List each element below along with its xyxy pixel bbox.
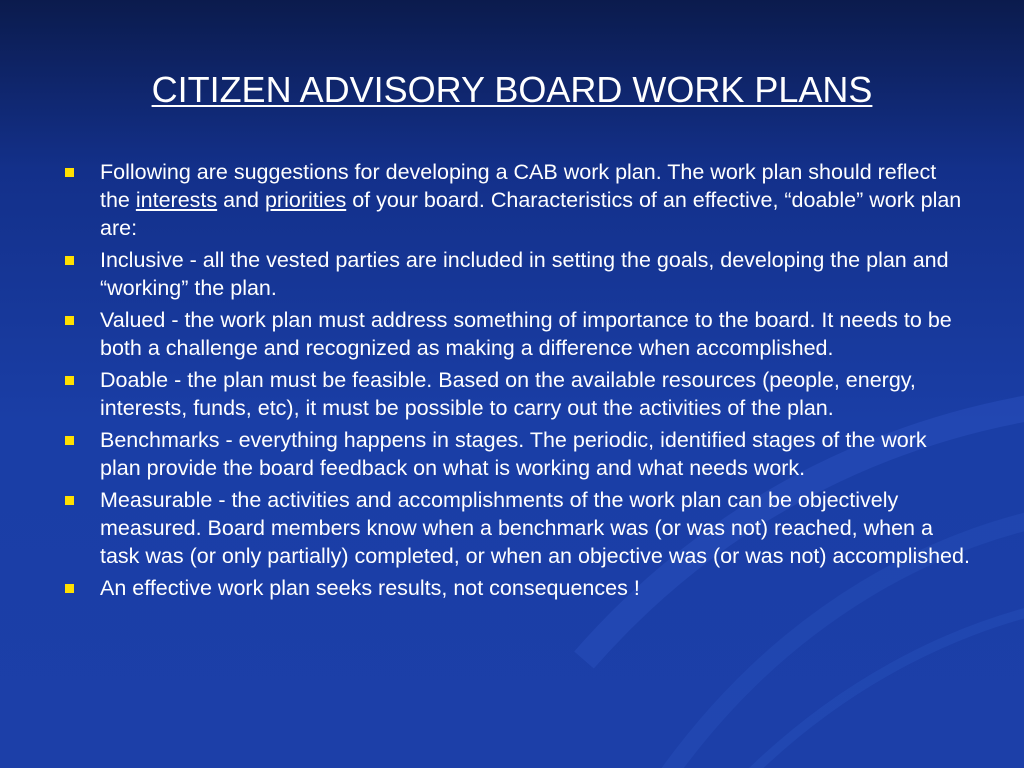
bullet-text-interests: interests — [135, 188, 218, 212]
bullet-text: An effective work plan seeks results, not consequences ! — [100, 576, 640, 600]
bullet-item — [60, 158, 972, 242]
square-bullet-icon — [65, 496, 74, 505]
bullet-item — [60, 306, 972, 362]
square-bullet-icon — [65, 168, 74, 177]
square-bullet-icon — [65, 436, 74, 445]
bullet-text: Measurable - the activities and accomplishments of the work plan can be objectively measured. Board members know when a benchmark was (or was not) reached, when a task was (or only partially) completed, or when an objective was (or was not) accomplished. — [100, 488, 970, 568]
bullet-text: Doable - the plan must be feasible. Based on the available resources (people, energy, interests, funds, etc), it must be possible to carry out the activities of the plan. — [100, 368, 916, 420]
square-bullet-icon — [65, 376, 74, 385]
bullet-text: Benchmarks - everything happens in stages. The periodic, identified stages of the work plan provide the board feedback on what is working and what needs work. — [100, 428, 927, 480]
bullet-item — [60, 366, 972, 422]
bullet-text: Inclusive - all the vested parties are included in setting the goals, developing the plan and “working” the plan. — [100, 248, 949, 300]
square-bullet-icon — [65, 316, 74, 325]
square-bullet-icon — [65, 584, 74, 593]
bullet-text-priorities: priorities — [264, 188, 347, 212]
bullet-item — [60, 426, 972, 482]
bullet-item — [60, 246, 972, 302]
bullet-text-intro: Following are suggestions for developing a CAB work plan. The work plan should reflect the — [100, 160, 937, 212]
slide-title: CITIZEN ADVISORY BOARD WORK PLANS — [151, 69, 873, 110]
square-bullet-icon — [65, 256, 74, 265]
bullet-text-outro: of your board. Characteristics of an effective, “doable” work plan are: — [100, 188, 962, 240]
bullet-list — [60, 158, 972, 606]
bullet-item — [60, 574, 972, 602]
bullet-item — [60, 486, 972, 570]
bullet-text: Valued - the work plan must address something of importance to the board. It needs to be both a challenge and recognized as making a difference when accomplished. — [100, 308, 952, 360]
bullet-text-mid: and — [217, 188, 265, 212]
